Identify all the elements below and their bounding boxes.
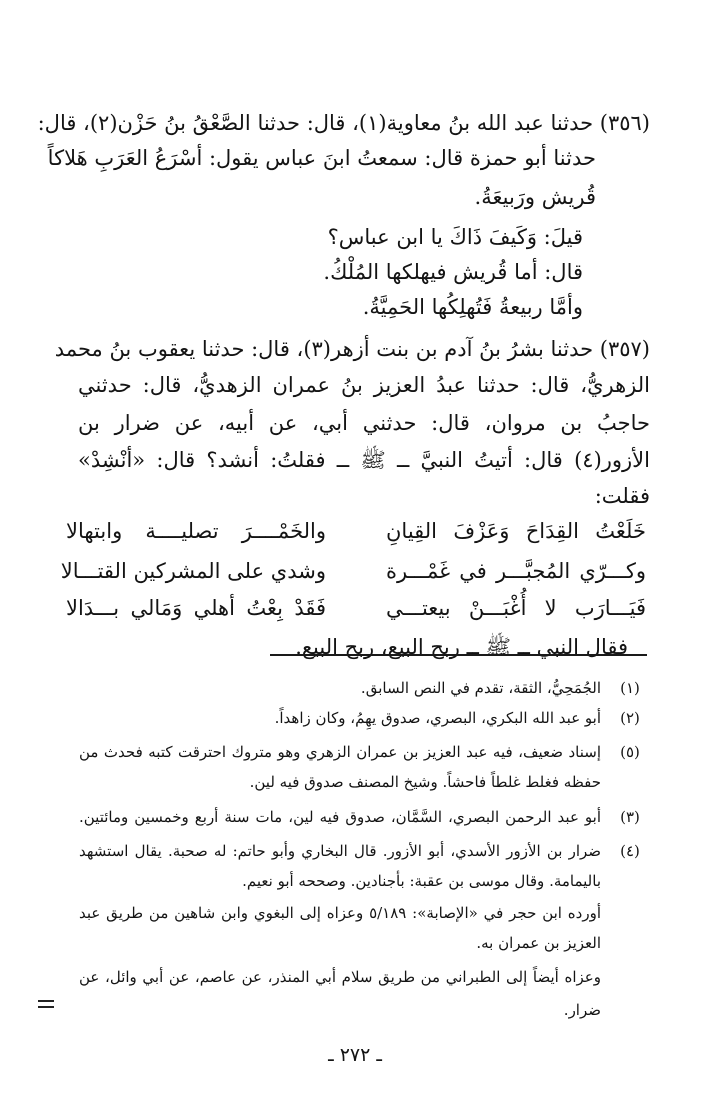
footnote-text: أبو عبد الرحمن البصري، السَّمَّان، صدوق فيه لين، مات سنة أربع وخمسين ومائتين. bbox=[79, 808, 601, 826]
footnote-text: إسناد ضعيف، فيه عبد العزيز بن عمران الزهري وهو متروك احترقت كتبه فحدث من bbox=[79, 743, 601, 761]
footnote-number: (٤) bbox=[620, 842, 640, 860]
footnote-number: (١) bbox=[620, 679, 640, 697]
closing-line: فقال النبي ــ ﷺ ــ ربح البيع، ربح البيع. bbox=[295, 635, 628, 659]
footnote-text: حفظه فغلط غلطاً فاحشاً. وشيخ المصنف صدوق فيه لين. bbox=[249, 773, 601, 791]
footnote-text: أورده ابن حجر في «الإصابة»: ٥/١٨٩ وعزاه إلى البغوي وابن شاهين من طريق عبد bbox=[79, 904, 601, 922]
hadith-357-line-2: الزهريُّ، قال: حدثنا عبدُ العزيز بنُ عمران الزهديُّ، قال: حدثني bbox=[78, 373, 650, 397]
verse-first-hemistich: خَلَعْتُ القِدَاحَ وَعَزْفَ القِيانِ bbox=[386, 519, 646, 543]
verse-second-hemistich: فَقَدْ بِعْتُ أهلي وَمَالي بـــدَالا bbox=[66, 596, 326, 620]
hadith-357-line-3: حاجبُ بن مروان، قال: حدثني أبي، عن أبيه، عن ضرار بن bbox=[78, 411, 650, 435]
hadith-357-line-5: فقلت: bbox=[594, 484, 650, 508]
footnote-text: أبو عبد الله البكري، البصري، صدوق يهِمُ، وكان زاهداً. bbox=[274, 709, 601, 727]
footnote-text: وعزاه أيضاً إلى الطبراني من طريق سلام أبي المنذر، عن عاصم، عن أبي وائل، عن bbox=[79, 968, 601, 986]
verse-row bbox=[66, 590, 646, 626]
footnote-number: (٣) bbox=[620, 808, 640, 826]
footnote-text: ضرار. bbox=[563, 1001, 601, 1019]
footnote-separator bbox=[270, 654, 647, 656]
hadith-356-line-1: (٣٥٦) حدثنا عبد الله بنُ معاوية(١)، قال: حدثنا الصَّعْقُ بنُ حَزْن(٢)، قال: bbox=[37, 111, 650, 135]
verse-second-hemistich: وشدي على المشركين القتـــالا bbox=[60, 559, 326, 583]
footnote-text: باليمامة. وقال موسى بن عقبة: بأجنادين. وصححه أبو نعيم. bbox=[242, 872, 601, 890]
hadith-356-line-3: قُريش ورَبيعَةُ. bbox=[474, 185, 596, 209]
hadith-356-line-5: قال: أما قُريش فيهلكها المُلْكُ. bbox=[323, 260, 583, 284]
footnote-text: الجُمَحِيُّ، الثقة، تقدم في النص السابق. bbox=[360, 679, 601, 697]
footnote-number: (٥) bbox=[620, 743, 640, 761]
verse-row bbox=[66, 513, 646, 549]
hadith-356-line-2: حدثنا أبو حمزة قال: سمعتُ ابنَ عباس يقول: أسْرَعُ العَرَبِ هَلاكاً bbox=[47, 146, 596, 170]
page-number: ـ ٢٧٢ ـ bbox=[328, 1044, 382, 1066]
footnote-number: (٢) bbox=[620, 709, 640, 727]
verse-first-hemistich: وكـــرّي المُجبَّـــر في غَمْـــرة bbox=[386, 559, 646, 583]
hadith-356-line-4: قيلَ: وَكَيفَ ذَاكَ يا ابن عباس؟ bbox=[327, 225, 583, 249]
verse-second-hemistich: والخَمْــــرَ تصليــــة وابتهالا bbox=[66, 519, 326, 543]
footnote-text: ضرار بن الأزور الأسدي، أبو الأزور. قال البخاري وأبو حاتم: له صحبة. يقال استشهد bbox=[79, 842, 601, 860]
margin-mark bbox=[38, 1000, 54, 1010]
footnote-text: العزيز بن عمران به. bbox=[476, 934, 601, 952]
verse-first-hemistich: فَيَـــارَب لا أُغْبَـــنْ بيعتـــي bbox=[386, 596, 646, 620]
hadith-357-line-4: الأزور(٤) قال: أتيتُ النبيَّ ــ ﷺ ــ فقلتُ: أنشد؟ قال: «أنْشِدْ» bbox=[78, 448, 650, 472]
verse-row bbox=[60, 553, 646, 589]
hadith-356-line-6: وأمَّا ربيعةُ فَتُهلِكُها الحَمِيَّةُ. bbox=[362, 295, 583, 319]
hadith-357-line-1: (٣٥٧) حدثنا بشرُ بنُ آدم بن بنت أزهر(٣)، قال: حدثنا يعقوب بنُ محمد bbox=[54, 337, 650, 361]
